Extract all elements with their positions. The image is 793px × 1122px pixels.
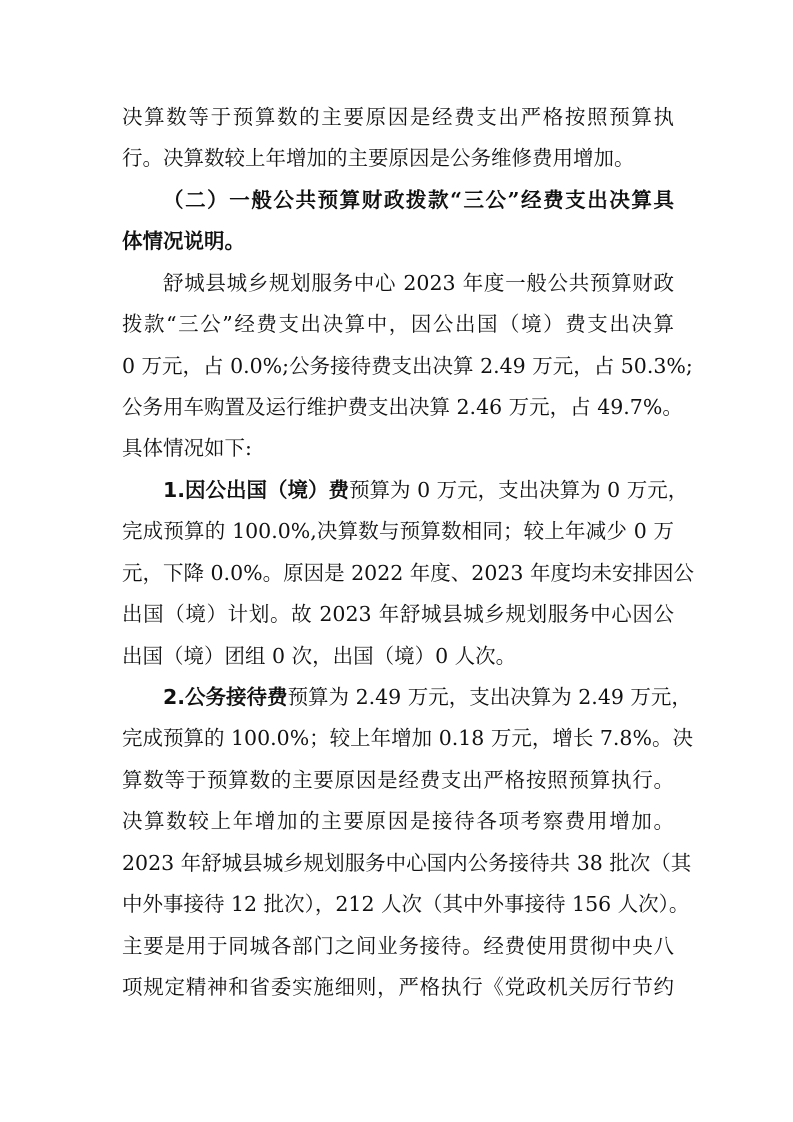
text-line: 公务用车购置及运行维护费支出决算 2.46 万元，占 49.7%。 — [122, 395, 683, 419]
text-line: 算数等于预算数的主要原因是经费支出严格按照预算执行。 — [122, 768, 674, 792]
text-line: 出国（境）团组 0 次，出国（境）0 人次。 — [122, 644, 517, 668]
text-line: 决算数较上年增加的主要原因是接待各项考察费用增加。 — [122, 809, 674, 833]
text-line: 主要是用于同城各部门之间业务接待。经费使用贯彻中央八 — [122, 934, 674, 958]
text-line: 舒城县城乡规划服务中心 2023 年度一般公共预算财政 — [163, 271, 674, 295]
text-line: 2023 年舒城县城乡规划服务中心国内公务接待共 38 批次（其 — [122, 851, 692, 875]
item-2-label: 2.公务接待费 — [163, 685, 288, 709]
text-line: 具体情况如下: — [122, 436, 252, 460]
text-line: 中外事接待 12 批次），212 人次（其中外事接待 156 人次）。 — [122, 892, 690, 916]
item-1-first-line — [163, 473, 689, 507]
text-line: 完成预算的 100.0%；较上年增加 0.18 万元，增长 7.8%。决 — [122, 726, 693, 750]
text-line: 行。决算数较上年增加的主要原因是公务维修费用增加。 — [122, 146, 635, 170]
item-2-text: 预算为 2.49 万元，支出决算为 2.49 万元， — [287, 685, 692, 709]
text-line: 0 万元，占 0.0%;公务接待费支出决算 2.49 万元，占 50.3%; — [122, 354, 693, 378]
text-line: 元，下降 0.0%。原因是 2022 年度、2023 年度均未安排因公 — [122, 561, 694, 585]
text-line: 决算数等于预算数的主要原因是经费支出严格按照预算执 — [122, 105, 674, 129]
text-line: 完成预算的 100.0%,决算数与预算数相同；较上年减少 0 万 — [122, 519, 674, 543]
section-heading: （二）一般公共预算财政拨款“三公”经费支出决算具 — [163, 188, 674, 212]
text-line: 项规定精神和省委实施细则，严格执行《党政机关厉行节约 — [122, 975, 674, 999]
item-1-label: 1.因公出国（境）费 — [163, 478, 350, 502]
section-heading-continued: 体情况说明。 — [122, 229, 245, 253]
text-line: 出国（境）计划。故 2023 年舒城县城乡规划服务中心因公 — [122, 602, 674, 626]
text-line: 拨款“三公”经费支出决算中，因公出国（境）费支出决算 — [122, 312, 674, 336]
item-2-first-line — [163, 680, 692, 714]
item-1-text: 预算为 0 万元，支出决算为 0 万元， — [349, 478, 689, 502]
